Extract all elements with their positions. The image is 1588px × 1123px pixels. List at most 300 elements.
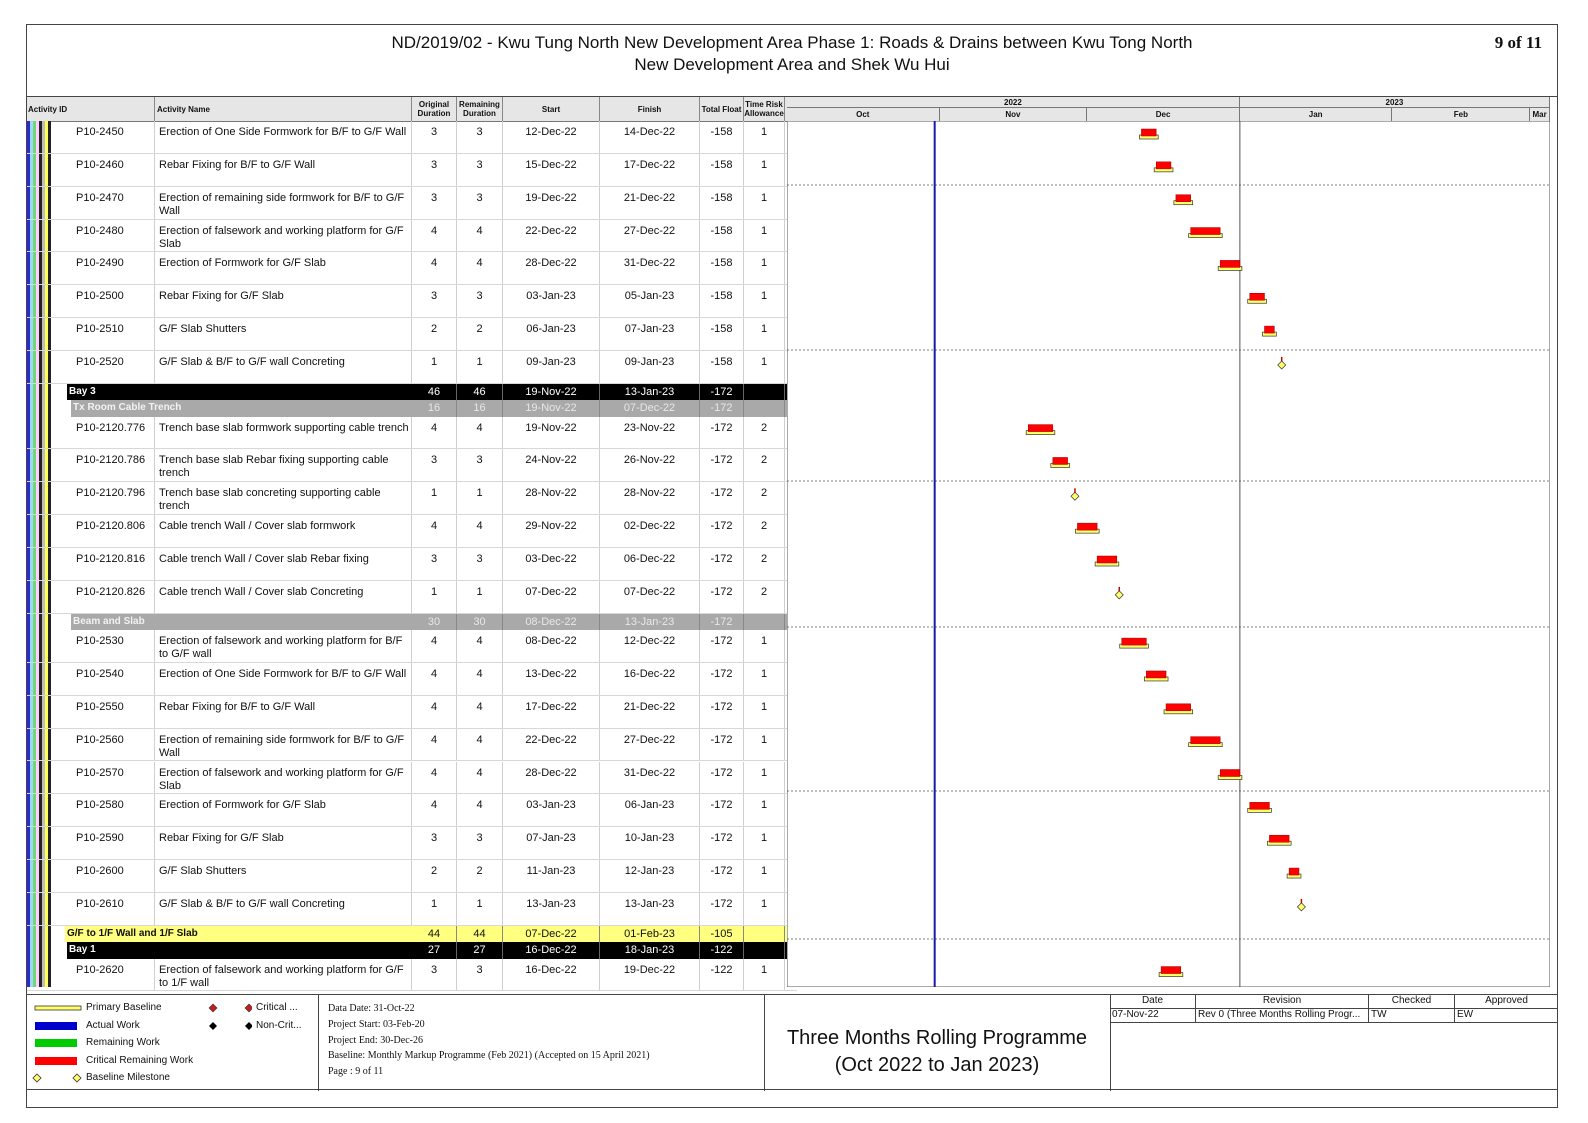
table-row[interactable]	[27, 860, 797, 893]
rev-date: 07-Nov-22	[1110, 1009, 1196, 1023]
wbs-name: Bay 1	[69, 944, 96, 956]
cell-finish: 17-Dec-22	[600, 154, 700, 186]
legend-label: Critical ...	[256, 1002, 298, 1013]
cell-risk: 2	[744, 417, 785, 449]
cell-orig: 2	[412, 318, 457, 350]
project-title-line1: ND/2019/02 - Kwu Tung North New Development Area Phase 1: Roads & Drains between Kwu Tong North	[391, 33, 1193, 52]
cell-orig: 3	[412, 187, 457, 219]
task-bar-P10-2510	[1262, 326, 1276, 336]
cell-rem: 30	[457, 614, 503, 630]
data-date: Data Date: 31-Oct-22	[328, 1003, 415, 1014]
legend-critical-milestone	[208, 1002, 298, 1013]
cell-finish: 07-Dec-22	[600, 400, 700, 416]
col-time-risk[interactable]: Time Risk Allowance	[744, 97, 785, 121]
cell-orig: 4	[412, 417, 457, 449]
task-bar-P10-2560	[1189, 737, 1223, 747]
rev-col-date: Date	[1110, 995, 1196, 1009]
cell-name: Cable trench Wall / Cover slab formwork	[155, 515, 412, 547]
cell-rem: 3	[457, 187, 503, 219]
programme-title-line1: Three Months Rolling Programme	[786, 1027, 1088, 1049]
cell-start: 08-Dec-22	[503, 630, 600, 662]
col-activity-id[interactable]: Activity ID	[27, 97, 155, 121]
cell-rem: 3	[457, 121, 503, 153]
table-row[interactable]	[27, 794, 797, 827]
cell-risk: 1	[744, 121, 785, 153]
cell-float: -172	[700, 400, 744, 416]
critical-remaining-bar	[1250, 293, 1265, 300]
cell-orig: 3	[412, 548, 457, 580]
cell-float: -172	[700, 663, 744, 695]
cell-orig: 16	[412, 400, 457, 416]
cell-float: -172	[700, 893, 744, 925]
cell-risk: 1	[744, 893, 785, 925]
cell-orig: 2	[412, 860, 457, 892]
cell-float: -122	[700, 942, 744, 958]
cell-orig: 1	[412, 893, 457, 925]
cell-float: -172	[700, 384, 744, 400]
task-bar-P10-2120.806	[1075, 523, 1099, 533]
cell-finish: 28-Nov-22	[600, 482, 700, 514]
cell-id: P10-2120.796	[27, 482, 155, 514]
cell-risk: 1	[744, 318, 785, 350]
rev-col-revision: Revision	[1196, 995, 1369, 1009]
cell-rem: 2	[457, 318, 503, 350]
cell-id: P10-2530	[27, 630, 155, 662]
table-row[interactable]	[27, 417, 797, 450]
legend-label: Remaining Work	[86, 1037, 160, 1048]
cell-id: P10-2500	[27, 285, 155, 317]
col-original-duration[interactable]: Original Duration	[412, 97, 457, 121]
critical-remaining-bar	[1122, 638, 1147, 645]
wbs-name: Tx Room Cable Trench	[73, 402, 182, 414]
table-row[interactable]	[27, 762, 797, 795]
col-remaining-duration[interactable]: Remaining Duration	[457, 97, 503, 121]
cell-name: Erection of One Side Formwork for B/F to G/F Wall	[155, 663, 412, 695]
cell-finish: 05-Jan-23	[600, 285, 700, 317]
cell-orig: 3	[412, 959, 457, 991]
cell-finish: 01-Feb-23	[600, 926, 700, 942]
cell-id: P10-2480	[27, 220, 155, 252]
timescale-header	[787, 97, 1550, 122]
cell-id: P10-2550	[27, 696, 155, 728]
cell-orig: 4	[412, 252, 457, 284]
cell-risk: 2	[744, 482, 785, 514]
critical-remaining-bar	[1077, 523, 1097, 530]
rev-col-checked: Checked	[1369, 995, 1455, 1009]
cell-finish: 21-Dec-22	[600, 187, 700, 219]
legend-label: Primary Baseline	[86, 1002, 162, 1013]
cell-start: 03-Jan-23	[503, 794, 600, 826]
cell-id: P10-2600	[27, 860, 155, 892]
cell-name: Erection of One Side Formwork for B/F to G/F Wall	[155, 121, 412, 153]
cell-float: -158	[700, 351, 744, 383]
cell-finish: 21-Dec-22	[600, 696, 700, 728]
cell-float: -122	[700, 959, 744, 991]
cell-name: Trench base slab concreting supporting cable trench	[155, 482, 412, 514]
cell-start: 09-Jan-23	[503, 351, 600, 383]
cell-rem: 27	[457, 942, 503, 958]
cell-finish: 09-Jan-23	[600, 351, 700, 383]
cell-risk: 1	[744, 220, 785, 252]
task-bar-P10-2120.816	[1095, 556, 1119, 566]
task-bar-P10-2580	[1248, 802, 1272, 812]
table-row[interactable]	[27, 696, 797, 729]
rev-col-approved: Approved	[1455, 995, 1558, 1009]
table-row[interactable]	[27, 318, 797, 351]
table-row[interactable]	[27, 252, 797, 285]
cell-name: Rebar Fixing for B/F to G/F Wall	[155, 154, 412, 186]
rev-approved: EW	[1455, 1009, 1558, 1023]
wbs-name: Beam and Slab	[73, 615, 145, 627]
task-bar-P10-2460	[1154, 162, 1173, 172]
cell-risk: 1	[744, 729, 785, 761]
cell-float: -158	[700, 285, 744, 317]
table-row[interactable]	[27, 154, 797, 187]
cell-start: 22-Dec-22	[503, 220, 600, 252]
cell-rem: 3	[457, 449, 503, 481]
cell-start: 24-Nov-22	[503, 449, 600, 481]
cell-start: 22-Dec-22	[503, 729, 600, 761]
cell-risk: 1	[744, 285, 785, 317]
gantt-chart	[787, 121, 1550, 987]
cell-risk	[744, 614, 785, 630]
critical-remaining-bar	[1176, 195, 1191, 202]
cell-risk: 1	[744, 663, 785, 695]
wbs-summary-row[interactable]	[65, 926, 797, 942]
cell-orig: 3	[412, 285, 457, 317]
rev-description: Rev 0 (Three Months Rolling Progr...	[1196, 1009, 1369, 1023]
col-start[interactable]: Start	[503, 97, 600, 121]
cell-finish: 07-Jan-23	[600, 318, 700, 350]
project-end: Project End: 30-Dec-26	[328, 1035, 423, 1046]
cell-name: Erection of falsework and working platform for G/F Slab	[155, 220, 412, 252]
cell-float: -158	[700, 187, 744, 219]
cell-orig: 4	[412, 762, 457, 794]
table-row[interactable]	[27, 827, 797, 860]
table-row[interactable]	[27, 515, 797, 548]
cell-finish: 16-Dec-22	[600, 663, 700, 695]
cell-rem: 3	[457, 827, 503, 859]
cell-name: Erection of falsework and working platform for B/F to G/F wall	[155, 630, 412, 662]
cell-start: 15-Dec-22	[503, 154, 600, 186]
task-bar-P10-2490	[1218, 260, 1242, 270]
cell-float: -105	[700, 926, 744, 942]
wbs-name: G/F to 1/F Wall and 1/F Slab	[67, 927, 198, 939]
cell-id: P10-2570	[27, 762, 155, 794]
cell-name: Trench base slab formwork supporting cable trench	[155, 417, 412, 449]
legend-label: Critical Remaining Work	[86, 1055, 194, 1066]
cell-rem: 4	[457, 762, 503, 794]
cell-orig: 3	[412, 154, 457, 186]
cell-id: P10-2120.826	[27, 581, 155, 613]
cell-start: 28-Nov-22	[503, 482, 600, 514]
cell-float: -172	[700, 417, 744, 449]
cell-float: -172	[700, 449, 744, 481]
cell-start: 16-Dec-22	[503, 959, 600, 991]
cell-rem: 4	[457, 220, 503, 252]
task-bar-P10-2570	[1218, 770, 1242, 780]
table-row[interactable]	[27, 482, 797, 515]
cell-start: 19-Dec-22	[503, 187, 600, 219]
project-start: Project Start: 03-Feb-20	[328, 1019, 425, 1030]
month-label: Dec	[1087, 108, 1240, 121]
legend-label: Baseline Milestone	[86, 1072, 170, 1083]
critical-remaining-bar	[1028, 425, 1053, 432]
cell-name: Cable trench Wall / Cover slab Concreting	[155, 581, 412, 613]
cell-rem: 1	[457, 482, 503, 514]
cell-float: -172	[700, 729, 744, 761]
task-bar-P10-2550	[1164, 704, 1193, 714]
cell-start: 13-Jan-23	[503, 893, 600, 925]
cell-id: P10-2520	[27, 351, 155, 383]
cell-start: 07-Dec-22	[503, 581, 600, 613]
cell-id: P10-2590	[27, 827, 155, 859]
baseline-bar-icon	[34, 1004, 82, 1012]
wbs-summary-row[interactable]	[67, 384, 797, 400]
table-row[interactable]	[27, 121, 797, 154]
cell-orig: 3	[412, 827, 457, 859]
legend-baseline-milestone	[32, 1072, 170, 1083]
table-row[interactable]	[27, 449, 797, 482]
cell-name: Trench base slab Rebar fixing supporting cable trench	[155, 449, 412, 481]
cell-finish: 13-Jan-23	[600, 893, 700, 925]
cell-start: 29-Nov-22	[503, 515, 600, 547]
wbs-summary-row[interactable]	[67, 942, 797, 958]
critical-remaining-bar	[1146, 671, 1166, 678]
task-bar-P10-2540	[1144, 671, 1168, 681]
table-row[interactable]	[27, 729, 797, 762]
task-bar-P10-2600	[1287, 868, 1301, 878]
cell-float: -172	[700, 696, 744, 728]
cell-name: Cable trench Wall / Cover slab Rebar fixing	[155, 548, 412, 580]
cell-finish: 18-Jan-23	[600, 942, 700, 958]
cell-orig: 1	[412, 351, 457, 383]
cell-float: -158	[700, 318, 744, 350]
critical-remaining-bar	[1250, 802, 1270, 809]
task-bar-P10-2470	[1174, 195, 1193, 205]
cell-name: Rebar Fixing for G/F Slab	[155, 285, 412, 317]
legend-label: Non-Crit...	[256, 1020, 302, 1031]
cell-id: P10-2490	[27, 252, 155, 284]
cell-float: -172	[700, 581, 744, 613]
cell-id: P10-2560	[27, 729, 155, 761]
table-row[interactable]	[27, 187, 797, 220]
cell-start: 28-Dec-22	[503, 252, 600, 284]
cell-finish: 19-Dec-22	[600, 959, 700, 991]
cell-start: 28-Dec-22	[503, 762, 600, 794]
cell-orig: 27	[412, 942, 457, 958]
critical-remaining-bar	[1053, 457, 1068, 464]
cell-orig: 4	[412, 794, 457, 826]
cell-start: 19-Nov-22	[503, 417, 600, 449]
month-label: Mar	[1530, 108, 1550, 121]
cell-finish: 12-Dec-22	[600, 630, 700, 662]
cell-rem: 3	[457, 548, 503, 580]
cell-orig: 4	[412, 696, 457, 728]
cell-rem: 4	[457, 663, 503, 695]
table-row[interactable]	[27, 959, 797, 992]
table-row[interactable]	[27, 663, 797, 696]
cell-float: -172	[700, 548, 744, 580]
cell-start: 17-Dec-22	[503, 696, 600, 728]
table-row[interactable]	[27, 351, 797, 384]
cell-float: -172	[700, 630, 744, 662]
cell-name: Erection of falsework and working platform for G/F Slab	[155, 762, 412, 794]
cell-rem: 4	[457, 794, 503, 826]
cell-rem: 1	[457, 581, 503, 613]
cell-start: 11-Jan-23	[503, 860, 600, 892]
cell-rem: 44	[457, 926, 503, 942]
critical-remaining-bar	[1220, 770, 1240, 777]
cell-rem: 2	[457, 860, 503, 892]
cell-finish: 02-Dec-22	[600, 515, 700, 547]
baseline-info: Baseline: Monthly Markup Programme (Feb 2021) (Accepted on 15 April 2021)	[328, 1050, 650, 1061]
cell-orig: 46	[412, 384, 457, 400]
cell-id: P10-2470	[27, 187, 155, 219]
cell-name: Erection of Formwork for G/F Slab	[155, 252, 412, 284]
cell-orig: 1	[412, 482, 457, 514]
baseline-milestone-icon	[32, 1073, 84, 1083]
cell-start: 08-Dec-22	[503, 614, 600, 630]
table-row[interactable]	[27, 548, 797, 581]
col-total-float[interactable]: Total Float	[700, 97, 744, 121]
cell-rem: 46	[457, 384, 503, 400]
cell-orig: 4	[412, 220, 457, 252]
cell-risk: 1	[744, 630, 785, 662]
cell-id: P10-2620	[27, 959, 155, 991]
cell-id: P10-2510	[27, 318, 155, 350]
cell-float: -158	[700, 121, 744, 153]
cell-orig: 4	[412, 630, 457, 662]
task-bar-P10-2500	[1248, 293, 1267, 303]
cell-finish: 13-Jan-23	[600, 614, 700, 630]
month-label: Nov	[940, 108, 1088, 121]
cell-orig: 1	[412, 581, 457, 613]
page-number: 9 of 11	[1494, 33, 1542, 52]
cell-id: P10-2120.806	[27, 515, 155, 547]
cell-risk	[744, 926, 785, 942]
task-bar-P10-2480	[1189, 228, 1223, 238]
table-row[interactable]	[27, 893, 797, 926]
legend-actual-work	[34, 1020, 140, 1031]
cell-risk: 1	[744, 762, 785, 794]
cell-name: G/F Slab Shutters	[155, 318, 412, 350]
cell-finish: 23-Nov-22	[600, 417, 700, 449]
remaining-bar-icon	[34, 1038, 82, 1048]
table-row[interactable]	[27, 630, 797, 663]
cell-float: -158	[700, 154, 744, 186]
cell-finish: 12-Jan-23	[600, 860, 700, 892]
revision-table	[1110, 995, 1558, 1025]
cell-orig: 4	[412, 515, 457, 547]
cell-finish: 13-Jan-23	[600, 384, 700, 400]
cell-risk: 1	[744, 827, 785, 859]
task-bar-P10-2530	[1120, 638, 1149, 648]
critical-remaining-bar	[1264, 326, 1274, 333]
wbs-summary-row[interactable]	[71, 400, 797, 416]
cell-start: 03-Jan-23	[503, 285, 600, 317]
wbs-summary-row[interactable]	[71, 614, 797, 630]
cell-orig: 4	[412, 663, 457, 695]
cell-id: P10-2120.816	[27, 548, 155, 580]
cell-rem: 1	[457, 893, 503, 925]
cell-start: 07-Dec-22	[503, 926, 600, 942]
table-header	[27, 97, 797, 122]
rev-checked: TW	[1369, 1009, 1455, 1023]
cell-name: G/F Slab & B/F to G/F wall Concreting	[155, 351, 412, 383]
project-title	[26, 32, 1558, 76]
cell-orig: 4	[412, 729, 457, 761]
project-title-line2: New Development Area and Shek Wu Hui	[634, 55, 950, 74]
cell-id: P10-2540	[27, 663, 155, 695]
cell-name: Erection of falsework and working platform for G/F to 1/F wall	[155, 959, 412, 991]
cell-rem: 4	[457, 696, 503, 728]
task-bar-P10-2620	[1159, 967, 1183, 977]
critical-remaining-bar	[1097, 556, 1117, 563]
cell-id: P10-2610	[27, 893, 155, 925]
task-bar-P10-2590	[1267, 835, 1291, 845]
programme-title-line2: (Oct 2022 to Jan 2023)	[834, 1054, 1040, 1076]
month-label: Oct	[787, 108, 940, 121]
cell-name: G/F Slab Shutters	[155, 860, 412, 892]
cell-risk: 1	[744, 696, 785, 728]
col-finish[interactable]: Finish	[600, 97, 700, 121]
task-bar-P10-2450	[1139, 129, 1158, 139]
cell-float: -172	[700, 614, 744, 630]
cell-start: 12-Dec-22	[503, 121, 600, 153]
cell-float: -172	[700, 794, 744, 826]
cell-finish: 06-Jan-23	[600, 794, 700, 826]
cell-id: P10-2460	[27, 154, 155, 186]
cell-risk: 2	[744, 449, 785, 481]
cell-rem: 4	[457, 729, 503, 761]
cell-float: -158	[700, 252, 744, 284]
cell-float: -172	[700, 827, 744, 859]
cell-name: Erection of remaining side formwork for B/F to G/F Wall	[155, 729, 412, 761]
legend-noncritical-milestone	[208, 1020, 302, 1031]
critical-remaining-bar	[1289, 868, 1299, 875]
cell-start: 19-Nov-22	[503, 384, 600, 400]
cell-orig: 3	[412, 449, 457, 481]
cell-risk	[744, 942, 785, 958]
cell-risk: 2	[744, 581, 785, 613]
critical-remaining-bar	[1191, 228, 1221, 235]
cell-rem: 4	[457, 252, 503, 284]
table-row[interactable]	[27, 285, 797, 318]
critical-remaining-bar	[1141, 129, 1156, 136]
cell-finish: 07-Dec-22	[600, 581, 700, 613]
cell-risk: 1	[744, 351, 785, 383]
legend-critical-remaining	[34, 1055, 193, 1066]
cell-name: Rebar Fixing for G/F Slab	[155, 827, 412, 859]
cell-id: P10-2120.786	[27, 449, 155, 481]
critical-remaining-bar	[1156, 162, 1171, 169]
cell-float: -172	[700, 762, 744, 794]
cell-start: 19-Nov-22	[503, 400, 600, 416]
cell-id: P10-2120.776	[27, 417, 155, 449]
month-label: Feb	[1392, 108, 1530, 121]
table-row[interactable]	[27, 581, 797, 614]
table-row[interactable]	[27, 220, 797, 253]
col-activity-name[interactable]: Activity Name	[155, 97, 412, 121]
cell-start: 03-Dec-22	[503, 548, 600, 580]
cell-risk	[744, 400, 785, 416]
legend-label: Actual Work	[86, 1020, 140, 1031]
cell-id: P10-2580	[27, 794, 155, 826]
year-label: 2023	[1240, 97, 1550, 108]
cell-rem: 1	[457, 351, 503, 383]
critical-remaining-bar	[1269, 835, 1289, 842]
